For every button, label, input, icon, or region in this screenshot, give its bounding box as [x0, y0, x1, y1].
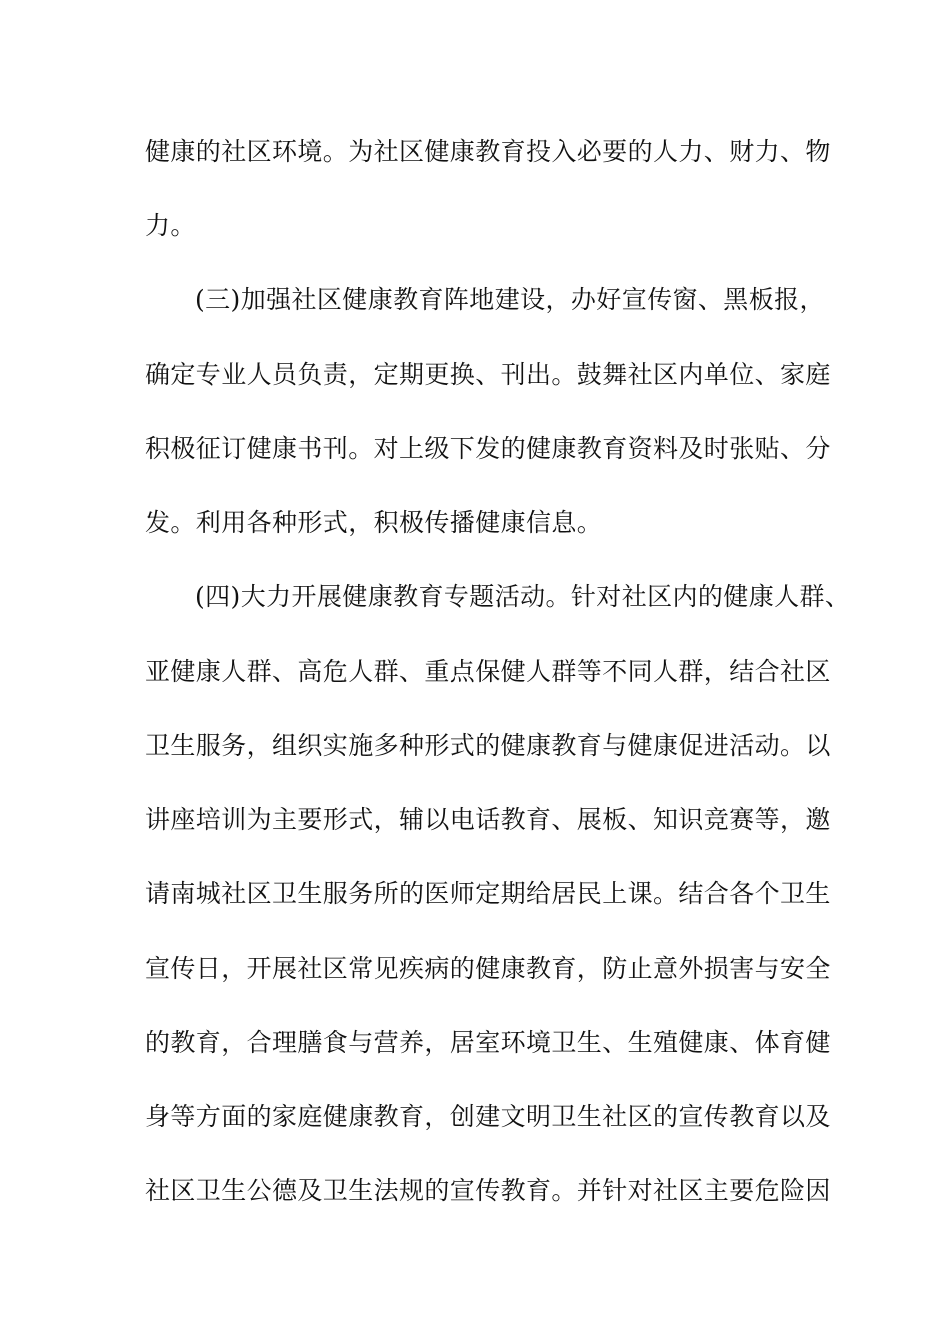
text-line: 健康的社区环境。为社区健康教育投入必要的人力、财力、物	[145, 137, 831, 166]
text-line: 请南城社区卫生服务所的医师定期给居民上课。结合各个卫生	[145, 879, 831, 908]
text-line: 亚健康人群、高危人群、重点保健人群等不同人群，结合社区	[145, 657, 831, 686]
text-line: 力。	[145, 211, 196, 240]
text-line: 身等方面的家庭健康教育，创建文明卫生社区的宣传教育以及	[145, 1102, 831, 1131]
text-line: 确定专业人员负责，定期更换、刊出。鼓舞社区内单位、家庭	[145, 360, 831, 389]
text-line: 讲座培训为主要形式，辅以电话教育、展板、知识竞赛等，邀	[145, 805, 831, 834]
text-line: 宣传日，开展社区常见疾病的健康教育，防止意外损害与安全	[145, 954, 831, 983]
text-line: 卫生服务，组织实施多种形式的健康教育与健康促进活动。以	[145, 731, 831, 760]
paragraph-heading-4: (四)大力开展健康教育专题活动。针对社区内的健康人群、	[195, 582, 851, 611]
text-line: 的教育，合理膳食与营养，居室环境卫生、生殖健康、体育健	[145, 1028, 831, 1057]
text-line: 发。利用各种形式，积极传播健康信息。	[145, 508, 603, 537]
text-line: 社区卫生公德及卫生法规的宣传教育。并针对社区主要危险因	[145, 1176, 831, 1205]
text-line: 积极征订健康书刊。对上级下发的健康教育资料及时张贴、分	[145, 434, 831, 463]
paragraph-heading-3: (三)加强社区健康教育阵地建设，办好宣传窗、黑板报，	[195, 285, 825, 314]
